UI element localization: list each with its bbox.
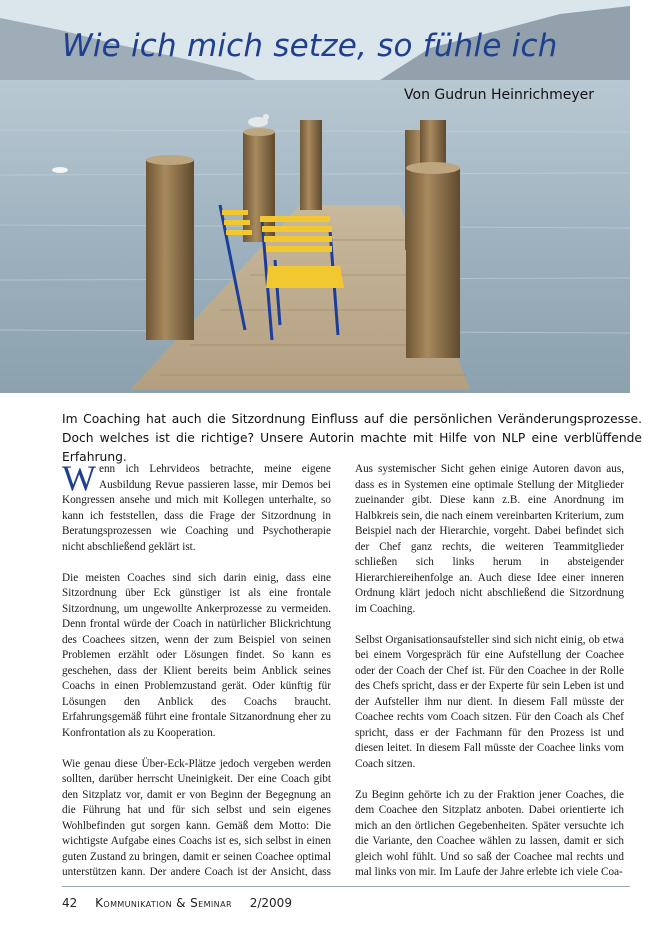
article-title: Wie ich mich setze, so fühle ich (62, 28, 558, 64)
text-column-right (355, 462, 624, 876)
page-number: 42 (62, 896, 78, 910)
paragraph-text: enn ich Lehrvideos betrachte, meine eigene Ausbildung Revue passieren lasse, mir Demos bei Kongressen ansehe und mich mit Kollegen unterhalte, so kann ich feststellen, dass die Frage der Sitzordnung in Beratungsprozessen wie Coaching und Psychotherapie nicht abschließend geklärt ist. (62, 463, 331, 553)
body-paragraph: Selbst Organisationsaufsteller sind sich nicht einig, ob etwa bei einem Vorgespräch für eine Aufstellung der Coachee oder der Coach der Chef ist. Für den Coachee in der Rolle des Chefs spricht, dass er der Experte für sein Leben ist und der Aufsteller ihm nur dient. In diesem Fall müsste der Coachee rechts vom Coach sitzen. Für den Coach als Chef spricht, dass er der Fachmann für den Prozess ist und diesen leitet. In diesem Fall müsste der Coachee links vom Coach sitzen. (355, 633, 624, 770)
author-byline: Von Gudrun Heinrichmeyer (404, 87, 594, 103)
footer-divider (62, 886, 630, 887)
magazine-name: Kommunikation & Seminar (95, 896, 232, 910)
article-lead: Im Coaching hat auch die Sitzordnung Einfluss auf die persönlichen Veränderungsprozesse. Doch welches ist die richtige? Unsere Autorin machte mit Hilfe von NLP eine verblüffende Erfahrung. (62, 412, 642, 464)
body-paragraph: Aus systemischer Sicht gehen einige Autoren davon aus, dass es in Systemen eine optimale Stellung der Mitglieder zueinander gibt. Diese kann z.B. eine Anordnung im Halbkreis sein, die nach einem vereinbarten Kriterium, zum Beispiel nach der Hierarchie, vorgeht. Dabei befindet sich der Chef ganz rechts, die weiteren Teammitglieder schließen sich links herum in absteigender Hierarchiereihenfolge an. Auch diese Idee einer inneren Ordnung klärt jedoch nicht abschließend die Sitzordnung im Coaching. (355, 463, 624, 615)
issue-number: 2/2009 (249, 896, 292, 910)
body-paragraph: Wie genau diese Über-Eck-Plätze jedoch vergeben werden sollten, darüber herrscht Uneinigkeit. Der eine Coach gibt den Sitzplatz vor, damit er von Beginn der Begegnung an die Führung hat und für sich selbst und sein eigenes Wohlbefinden gut sorgen kann. Gemäß dem Motto: Die wichtigste Aufgabe eines Coachs ist es, sich selbst in einen guten Zustand zu bringen, damit er seinen Coachee optimal unterstützen kann. Der andere Coach ist der Ansicht, dass (62, 757, 331, 876)
hero-photo (0, 0, 630, 393)
drop-cap: W (62, 462, 96, 498)
body-paragraph: Die meisten Coaches sind sich darin einig, dass eine Sitzordnung über Eck günstiger ist als eine frontale Sitzordnung, um ungewollte Ankerprozesse zu vermeiden. Denn frontal würde der Coach in natürlicher Blickrichtung des Coachees sitzen, wenn der zum Beispiel von seinen Problemen erzählt oder Lösungen findet. So kann es geschehen, dass der Klient bereits beim Anblick seines Coachs in einen Problemzustand gerät. Oder künftig für Lösungen den Anblick des Coachs braucht. Erfahrungsgemäß führt eine frontale Sitzanordnung eher zu Konfrontation als zu Kooperation. (62, 571, 331, 739)
page-footer (62, 896, 292, 910)
text-column-left (62, 462, 331, 876)
body-paragraph: Zu Beginn gehörte ich zu der Fraktion jener Coaches, die dem Coachee den Sitzplatz anboten. Dabei orientierte ich mich an den örtlichen Gegebenheiten. Später versuchte ich die Variante, den Coachee wählen zu lassen, damit er sich gleich wohl fühlt. Und so saß der Coachee mal rechts und mal links von mir. Im Laufe der Jahre erlebte ich viele Coa- (355, 788, 624, 876)
body-paragraph (62, 462, 331, 555)
